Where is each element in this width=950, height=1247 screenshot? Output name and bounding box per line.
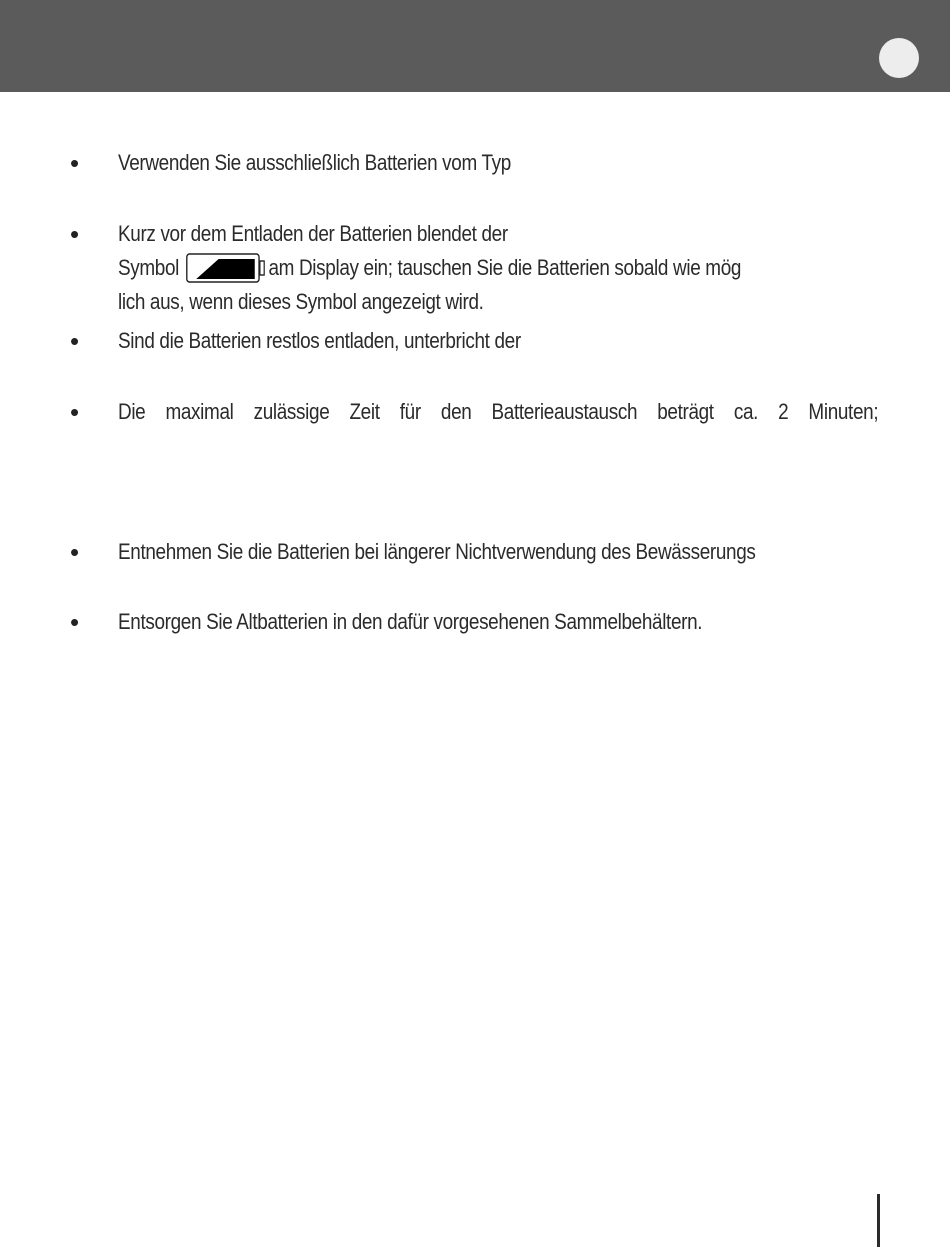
list-item-text: Verwenden Sie ausschließlich Batterien vom Typ — [118, 150, 511, 175]
bullet-icon: • — [70, 148, 80, 178]
list-item-text: Sind die Batterien restlos entladen, unterbricht der — [118, 328, 521, 353]
bullet-icon: • — [70, 397, 80, 427]
header-band — [0, 0, 950, 92]
list-item-text: Entsorgen Sie Altbatterien in den dafür vorgesehenen Sammelbehältern. — [118, 609, 703, 634]
bullet-icon: • — [70, 326, 80, 356]
bullet-icon: • — [70, 537, 80, 567]
list-item-text: Die maximal zulässige Zeit für den Batterieaustausch beträgt ca. 2 Minuten; — [118, 399, 879, 424]
list-item-text: Entnehmen Sie die Batterien bei längerer Nichtverwendung des Bewässerungs — [118, 539, 756, 564]
list-item-text: Kurz vor dem Entladen der Batterien blendet der Symbol am Display ein; tauschen Sie die Batterien sobald wie mög lich aus, wenn dieses Symbol angezeigt wird. — [118, 221, 742, 314]
page-marker-circle — [879, 38, 919, 78]
battery-low-icon — [186, 253, 265, 283]
bullet-icon: • — [70, 607, 80, 637]
page-edge-rule — [877, 1194, 880, 1247]
bullet-icon: • — [70, 219, 80, 249]
